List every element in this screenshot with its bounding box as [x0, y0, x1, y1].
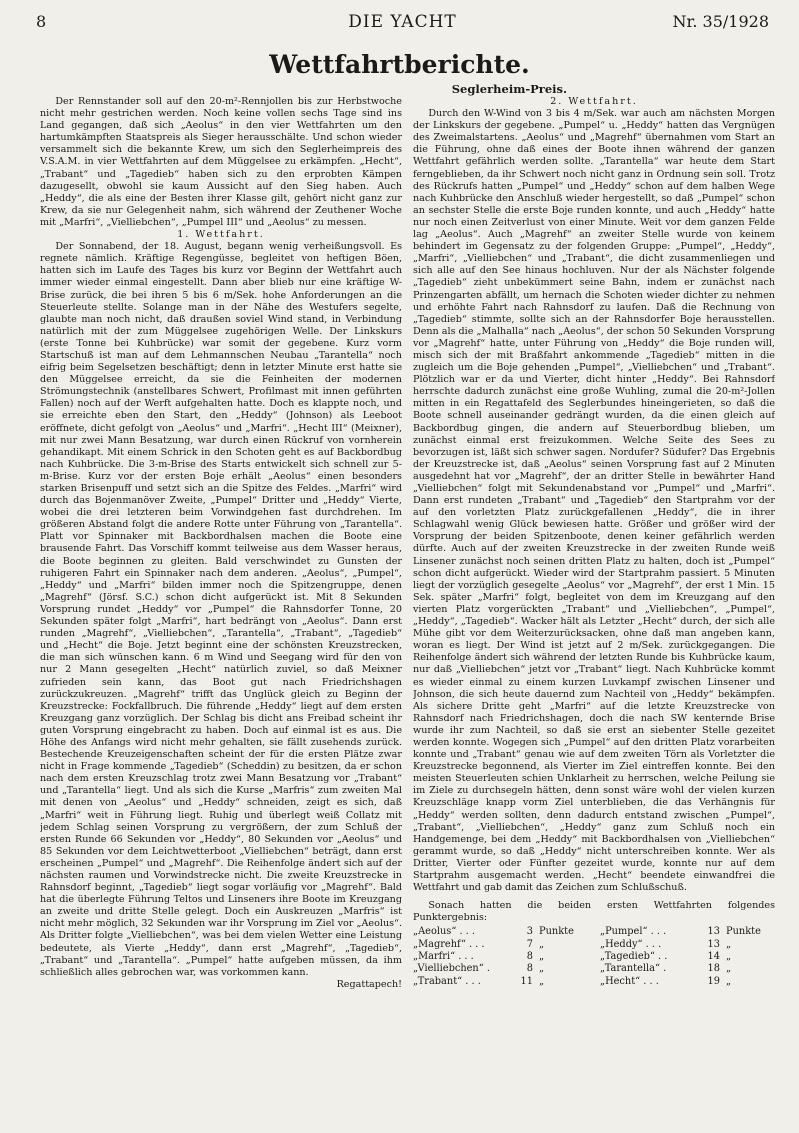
points-unit: „	[726, 950, 732, 962]
points-row	[413, 976, 588, 988]
boat-name: „Tarantella“ .	[600, 963, 667, 975]
article-title: Wettfahrtberichte.	[269, 50, 530, 79]
boat-points: 3	[526, 926, 533, 938]
left-column	[40, 96, 402, 1093]
boat-points: 13	[707, 926, 720, 938]
closing-remark: Regattapech!	[336, 978, 402, 990]
boat-name: „Vielliebchen“ .	[413, 963, 490, 975]
points-unit: „	[539, 963, 545, 975]
page-header	[36, 12, 769, 32]
boat-points: 7	[526, 938, 533, 950]
points-row	[413, 951, 588, 963]
points-row	[413, 926, 588, 938]
points-row	[600, 963, 775, 975]
points-row	[600, 951, 775, 963]
points-unit: Punkte	[726, 926, 761, 938]
points-unit: „	[539, 938, 545, 950]
boat-name: „Magrehf“ . . .	[413, 938, 485, 950]
points-row	[600, 976, 775, 988]
boat-name: „Hecht“ . . .	[600, 975, 659, 987]
boat-points: 13	[707, 938, 720, 950]
boat-points: 18	[707, 963, 720, 975]
article-subtitle: Seglerheim-Preis.	[451, 82, 567, 96]
points-unit: „	[539, 975, 545, 987]
points-unit: „	[726, 975, 732, 987]
boat-points: 8	[526, 950, 533, 962]
points-row	[600, 939, 775, 951]
points-table	[413, 926, 775, 987]
points-unit: „	[539, 950, 545, 962]
race-1-report: Der Sonnabend, der 18. August, begann wenig verheißungsvoll. Es regnete nämlich. Kräftige Regengüsse, begleitet von heftigen Böen, hatten sich im Laufe des Tages bis kurz vor Beginn der Wettfahrt auch immer wieder einmal eingestellt. Dann aber blieb nur eine kräftige W-Brise zurück, die bei ihren 5 bis 6 m/Sek. hohe Anforderungen an die Steuerleute stellte. Solange man in der Nähe des Westufers segelte, glaubte man noch nicht, daß draußen soviel Wind stand, in Verbindung natürlich mit der zum Müggelsee zugehörigen Welle. Der Linkskurs (erste Tonne bei Kuhbrücke) war somit der gegebene. Kurz vorm Startschuß ist man auf dem Lehmannschen Neubau „Tarantella“ noch eifrig beim Segelsetzen beschäftigt; denn in letzter Minute erst hatte sie den Müggelsee erreicht, da sie die Feinheiten der modernen Strömungstechnik (anstellbares Schwert, Profilmast mit innen geführten Fallen) noch auf der Werft aufgehalten hatte. Doch es klappte noch, und sie erreichte eben den Start, den „Heddy“ (Johnson) als Leeboot eröffnete, dicht gefolgt von „Aeolus“ und „Marfri“. „Hecht III“ (Meixner), mit nur zwei Mann Besatzung, war durch einen Rückruf von vornherein gehandikapt. Mit einem Schrick in den Schoten geht es auf Backbordbug nach Kuhbrücke. Die 3-m-Brise des Starts entwickelt sich schnell zur 5-m-Brise. Kurz vor der ersten Boje erhält „Aeolus“ einen besonders starken Brisenpuff und setzt sich an die Spitze des Feldes. „Marfri“ wird durch das Bojenmanöver Zweite, „Pumpel“ Dritter und „Heddy“ Vierte, wobei die drei letzteren beim Vorwindgehen fast durchdrehen. Im größeren Abstand folgt die andere Rotte unter Führung von „Tarantella“. Platt vor Spinnaker mit Backbordhalsen machen die Boote eine brausende Fahrt. Das Vorschiff kommt teilweise aus dem Wasser heraus, die Boote beginnen zu gleiten. Bald verschwindet zu Gunsten der ruhigeren Fahrt ein Spinnaker nach dem anderen. „Aeolus“, „Pumpel“, „Heddy“ und „Marfri“ bilden immer noch die Spitzengruppe, denen „Magrehf“ (Jörsf. S.C.) schon dicht aufgerückt ist. Mit 8 Sekunden Vorsprung rundet „Heddy“ vor „Pumpel“ die Rahnsdorfer Tonne, 20 Sekunden später folgt „Marfri“, hart bedrängt von „Aeolus“. Dann erst runden „Magrehf“, „Vielliebchen“, „Tarantella“, „Trabant“, „Tagedieb“ und „Hecht“ die Boje. Jetzt beginnt eine der schönsten Kreuzstrecken, die man sich wünschen kann. 6 m Wind und Seegang wird für den von nur 2 Mann gesegelten „Hecht“ natürlich zuviel, so daß Meixner zufrieden sein kann, das Boot gut nach Friedrichshagen zurückzukreuzen. „Magrehf“ trifft das Unglück gleich zu Beginn der Kreuzstrecke: Fockfallbruch. Die führende „Heddy“ liegt auf dem ersten Kreuzgang ganz vorzüglich. Der Schlag bis dicht ans Freibad scheint ihr guten Vorsprung eingebracht zu haben. Doch auf einmal ist es aus. Die Höhe des Anfangs wird nicht mehr gehalten, sie fällt zusehends zurück. Bestechende Kreuzeigenschaften scheint der für die ersten Plätze zwar nicht in Frage kommende „Tagedieb“ (Scheddin) zu besitzen, da er schon nach dem ersten Kreuzschlag trotz zwei Mann Besatzung vor „Trabant“ und „Tarantella“ liegt. Und als sich die Kurse „Marfris“ zum zweiten Mal mit denen von „Aeolus“ und „Heddy“ schneiden, zeigt es sich, daß „Marfri“ weit in Führung liegt. Ruhig und überlegt weiß Collatz mit jedem Schlag seinen Vorsprung zu vergrößern, der zum Schluß der ersten Runde 66 Sekunden vor „Heddy“, 80 Sekunden vor „Aeolus“ und 85 Sekunden vor dem Leichtwetterboot „Vielliebchen“ beträgt, dann erst erscheinen „Pumpel“ und „Magrehf“. Die Reihenfolge ändert sich auf der nächsten raumen und Vorwindstrecke nicht. Die zweite Kreuzstrecke in Rahnsdorf beginnt, „Tagedieb“ liegt sogar vorläufig vor „Magrehf“. Bald hat die überlegte Führung Teltos und Linseners ihre Boote im Kreuzgang an zweite und dritte Stelle gelegt. Doch ein Auskreuzen „Marfris“ ist nicht mehr möglich, 32 Sekunden war ihr Vorsprung im Ziel vor „Aeolus“. Als Dritter folgte „Vielliebchen“, was bei dem vielen Wetter eine Leistung bedeutete, als Vierte „Heddy“, dann erst „Magrehf“, „Tagedieb“, „Trabant“ und „Tarantella“. „Pumpel“ hatte aufgeben müssen, da ihm schließlich alles gebrochen war, was vorkommen kann.	[40, 241, 402, 978]
points-row	[600, 926, 775, 938]
boat-points: 14	[707, 950, 720, 962]
boat-name: „Trabant“ . . .	[413, 975, 481, 987]
boat-name: „Heddy“ . . .	[600, 938, 662, 950]
boat-points: 19	[707, 975, 720, 987]
points-column-right	[600, 926, 775, 987]
boat-name: „Tagedieb“ . .	[600, 950, 668, 962]
intro-paragraph: Der Rennstander soll auf den 20-m²-Rennjollen bis zur Herbstwoche nicht mehr gestrichen werden. Noch keine vollen sechs Tage sind ins Land gegangen, daß sich „Aeolus“ in den vier Wettfahrten um den hartumkämpften Staatspreis als Sieger herausschälte. Und schon wieder versammelt sich die bekannte Krew, um sich den Seglerheimpreis des V.S.A.M. in vier Wettfahrten auf dem Müggelsee zu erkämpfen. „Hecht“, „Trabant“ und „Tagedieb“ haben sich zu den erprobten Kämpen dazugesellt, obwohl sie kaum Aussicht auf den Sieg haben. Auch „Heddy“, die als eine der Besten ihrer Klasse gilt, gehört nicht ganz zur Krew, da sie nur Gelegenheit nahm, sich während der Zeuthener Woche mit „Marfri“, „Vielliebchen“, „Pumpel III“ und „Aeolus“ zu messen.	[40, 96, 402, 228]
boat-name: „Aeolus“ . . .	[413, 926, 476, 938]
race-1-heading: 1. Wettfahrt.	[177, 229, 265, 241]
boat-points: 11	[520, 975, 533, 987]
points-column-left	[413, 926, 588, 987]
magazine-title: DIE YACHT	[348, 12, 457, 32]
points-intro: Sonach hatten die beiden ersten Wettfahrten folgendes Punktergebnis:	[413, 900, 775, 924]
points-row	[413, 939, 588, 951]
boat-name: „Marfri“ . . .	[413, 950, 474, 962]
page-number: 8	[36, 12, 47, 31]
points-unit: Punkte	[539, 926, 574, 938]
points-unit: „	[726, 938, 732, 950]
right-column	[413, 96, 775, 1096]
boat-points: 8	[526, 963, 533, 975]
points-unit: „	[726, 963, 732, 975]
race-2-report: Durch den W-Wind von 3 bis 4 m/Sek. war auch am nächsten Morgen der Linkskurs der gegebene. „Pumpel“ u. „Heddy“ hatten das Vergnügen des Zweimalstartens. „Aeolus“ und „Magrehf“ übernahmen vom Start an die Führung, ohne daß eines der Boote ihnen während der ganzen Wettfahrt gefährlich werden sollte. „Tarantella“ war heute dem Start ferngeblieben, da ihr Schwert noch nicht ganz in Ordnung sein soll. Trotz des Rückrufs hatten „Pumpel“ und „Heddy“ schon auf dem halben Wege nach Kuhbrücke den Anschluß wieder hergestellt, so daß „Pumpel“ schon an sechster Stelle die erste Boje runden konnte, und auch „Heddy“ hatte nur noch einen Zeitverlust von einer Minute. Weit vor dem ganzen Felde lag „Aeolus“. Auch „Magrehf“ an zweiter Stelle wurde von keinem behindert im Gegensatz zu der folgenden Gruppe: „Pumpel“, „Heddy“, „Marfri“, „Vielliebchen“ und „Trabant“, die dicht zusammenliegen und sich alle auf den See hinaus hochluven. Nur der als Nächster folgende „Tagedieb“ zieht unbekümmert seine Bahn, indem er zunächst nach Prinzengarten abfällt, um hernach die Schoten wieder dichter zu nehmen und erhöhte Fahrt nach Rahnsdorf zu laufen. Daß die Rechnung von „Tagedieb“ stimmte, sollte sich an der Rahnsdorfer Boje herausstellen. Denn als die „Malhalla“ nach „Aeolus“, der schon 50 Sekunden Vorsprung vor „Magrehf“ hatte, unter Führung von „Heddy“ die Boje runden will, misch sich der mit Braßfahrt ankommende „Tagedieb“ mitten in die zugleich um die Boje gehenden „Pumpel“, „Vielliebchen“ und „Trabant“. Plötzlich war er da und Vierter, dicht hinter „Heddy“. Bei Rahnsdorf herrschte dadurch zunächst eine große Wuhling, zumal die 20-m²-Jollen mitten in ein Regattafeld des Seglerbundes hineingerieten, so daß die Boote schnell auseinander gedrängt wurden, da die einen gleich auf Backbordbug gingen, die andern auf Steuerbordbug blieben, um zunächst einmal erst freizukommen. Welche Seite des Sees zu bevorzugen ist, läßt sich schwer sagen. Nordufer? Südufer? Das Ergebnis der Kreuzstrecke ist, daß „Aeolus“ seinen Vorsprung fast auf 2 Minuten ausgedehnt hat vor „Magrehf“, der an dritter Stelle in bewährter Hand „Vielliebchen“ folgt mit Sekundenabstand vor „Pumpel“ und „Marfri“. Dann erst rundeten „Trabant“ und „Tagedieb“ den Startprahm vor der auf den vorletzten Platz zurückgefallenen „Heddy“, die in ihrer Schlagwahl wenig Glück bewiesen hatte. Größer und größer wird der Vorsprung der beiden Spitzenboote, denen keiner gefährlich werden dürfte. Auch auf der zweiten Kreuzstrecke in der zweiten Runde weiß Linsener zunächst noch seinen dritten Platz zu halten, doch ist „Pumpel“ schon dicht aufgerückt. Wieder wird der Startprahm passiert. 5 Minuten liegt der vorzüglich gesegelte „Aeolus“ vor „Magrehf“, der erst 1 Min. 15 Sek. später „Marfri“ folgt, begleitet von dem im Kreuzgang auf den vierten Platz vorgerückten „Trabant“ und „Vielliebchen“, „Pumpel“, „Heddy“, „Tagedieb“. Wacker hält als Letzter „Hecht“ durch, der sich alle Mühe gibt vor dem Weiterzurücksacken, ohne daß man angeben kann, woran es liegt. Der Wind ist jetzt auf 2 m/Sek. zurückgegangen. Die Reihenfolge ändert sich während der letzten Runde bis Kuhbrücke kaum, nur daß „Vielliebchen“ jetzt vor „Trabant“ liegt. Nach Kuhbrücke kommt es wieder einmal zu einem kurzen Luvkampf zwischen Linsener und Johnson, die sich heute dauernd zum Nachteil von „Heddy“ bekämpfen. Als sichere Dritte geht „Marfri“ auf die letzte Kreuzstrecke von Rahnsdorf nach Friedrichshagen, doch die nach SW kenternde Brise wurde ihr zum Nachteil, so daß sie erst an siebenter Stelle gezeitet werden konnte. Wogegen sich „Pumpel“ auf den dritten Platz vorarbeiten konnte und „Trabant“ genau wie auf dem zweiten Törn als Vorletzter die Kreuzstrecke begonnend, als Vierter im Ziel eintreffen konnte. Bei den meisten Steuerleuten schien Unklarheit zu herrschen, welche Peilung sie im Ziele zu durchsegeln hätten, denn sonst wäre wohl der vielen kurzen Kreuzschläge knapp vorm Ziel unterblieben, die das Verhängnis für „Heddy“ werden sollten, denn dadurch entstand zwischen „Pumpel“, „Trabant“, „Vielliebchen“, „Heddy“ ganz zum Schluß noch ein Handgemenge, bei dem „Heddy“ mit Backbordhalsen von „Vielliebchen“ gerammt wurde, so daß „Heddy“ nicht unterschreiben konnte. Wer als Dritter, Vierter oder Fünfter gezeitet wurde, konnte nur auf dem Startprahm ausgemacht werden. „Hecht“ beendete einwandfrei die Wettfahrt und gab damit das Zeichen zum Schlußschuß.	[413, 108, 775, 894]
boat-name: „Pumpel“ . . .	[600, 926, 667, 938]
issue-number: Nr. 35/1928	[672, 12, 769, 31]
race-2-heading: 2. Wettfahrt.	[550, 96, 638, 107]
points-row	[413, 963, 588, 975]
